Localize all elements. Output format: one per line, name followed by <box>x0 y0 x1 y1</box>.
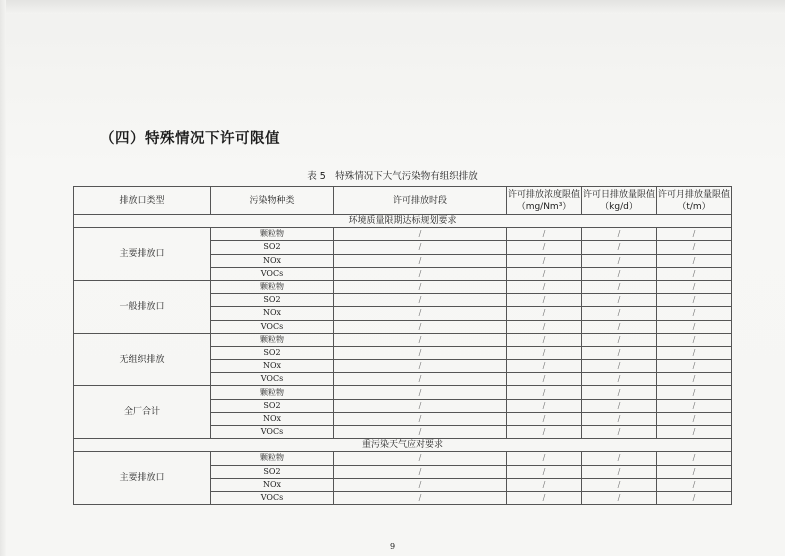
value-cell: / <box>334 228 507 241</box>
value-cell: / <box>507 465 582 478</box>
table-row <box>74 333 732 346</box>
value-cell: / <box>507 478 582 491</box>
value-cell: / <box>582 346 657 359</box>
outlet-type-cell: 无组织排放 <box>74 333 211 386</box>
pollutant-cell: VOCs <box>211 267 334 280</box>
value-cell: / <box>334 320 507 333</box>
pollutant-cell: SO2 <box>211 465 334 478</box>
value-cell: / <box>657 412 732 425</box>
value-cell: / <box>657 307 732 320</box>
table-row <box>74 386 732 399</box>
header-daily-limit: 许可日排放量限值（kg/d） <box>582 187 657 215</box>
scan-top-shadow <box>0 0 785 14</box>
value-cell: / <box>507 373 582 386</box>
pollutant-cell: VOCs <box>211 373 334 386</box>
value-cell: / <box>657 465 732 478</box>
pollutant-cell: NOx <box>211 412 334 425</box>
value-cell: / <box>582 412 657 425</box>
value-cell: / <box>334 360 507 373</box>
value-cell: / <box>657 241 732 254</box>
value-cell: / <box>582 307 657 320</box>
pollutant-cell: 颗粒物 <box>211 280 334 293</box>
pollutant-cell: VOCs <box>211 491 334 504</box>
value-cell: / <box>334 267 507 280</box>
value-cell: / <box>657 386 732 399</box>
header-pollutant: 污染物种类 <box>211 187 334 215</box>
page-number: 9 <box>389 542 396 551</box>
section-title-cell: 环境质量限期达标规划要求 <box>74 215 732 228</box>
value-cell: / <box>334 399 507 412</box>
pollutant-cell: SO2 <box>211 399 334 412</box>
value-cell: / <box>334 426 507 439</box>
value-cell: / <box>507 452 582 465</box>
value-cell: / <box>334 373 507 386</box>
value-cell: / <box>582 399 657 412</box>
pollutant-cell: 颗粒物 <box>211 386 334 399</box>
value-cell: / <box>582 333 657 346</box>
section-title-cell: 重污染天气应对要求 <box>74 439 732 452</box>
value-cell: / <box>507 320 582 333</box>
table-row <box>74 280 732 293</box>
pollutant-cell: SO2 <box>211 294 334 307</box>
value-cell: / <box>582 294 657 307</box>
outlet-type-cell: 主要排放口 <box>74 228 211 281</box>
value-cell: / <box>657 333 732 346</box>
pollutant-cell: VOCs <box>211 320 334 333</box>
value-cell: / <box>657 399 732 412</box>
value-cell: / <box>507 267 582 280</box>
value-cell: / <box>582 373 657 386</box>
header-monthly-limit: 许可月排放量限值（t/m） <box>657 187 732 215</box>
value-cell: / <box>657 478 732 491</box>
value-cell: / <box>657 373 732 386</box>
value-cell: / <box>507 399 582 412</box>
section-title: （四）特殊情况下许可限值 <box>100 131 280 147</box>
pollutant-cell: 颗粒物 <box>211 452 334 465</box>
value-cell: / <box>334 386 507 399</box>
value-cell: / <box>657 267 732 280</box>
value-cell: / <box>507 491 582 504</box>
value-cell: / <box>334 465 507 478</box>
value-cell: / <box>507 241 582 254</box>
table-body <box>74 215 732 505</box>
value-cell: / <box>582 254 657 267</box>
value-cell: / <box>582 426 657 439</box>
value-cell: / <box>582 280 657 293</box>
value-cell: / <box>507 307 582 320</box>
header-outlet-type: 排放口类型 <box>74 187 211 215</box>
value-cell: / <box>334 478 507 491</box>
value-cell: / <box>507 346 582 359</box>
value-cell: / <box>507 280 582 293</box>
value-cell: / <box>582 386 657 399</box>
value-cell: / <box>657 228 732 241</box>
value-cell: / <box>657 426 732 439</box>
value-cell: / <box>334 333 507 346</box>
pollutant-cell: NOx <box>211 254 334 267</box>
value-cell: / <box>657 280 732 293</box>
pollutant-cell: NOx <box>211 307 334 320</box>
scan-left-shadow <box>0 0 6 556</box>
pollutant-cell: NOx <box>211 360 334 373</box>
pollutant-cell: 颗粒物 <box>211 333 334 346</box>
value-cell: / <box>507 412 582 425</box>
value-cell: / <box>507 360 582 373</box>
table-caption-text: 表 5 特殊情况下大气污染物有组织排放 <box>307 171 478 182</box>
value-cell: / <box>582 228 657 241</box>
pollutant-cell: SO2 <box>211 346 334 359</box>
value-cell: / <box>334 346 507 359</box>
value-cell: / <box>507 228 582 241</box>
outlet-type-cell: 一般排放口 <box>74 280 211 333</box>
value-cell: / <box>657 346 732 359</box>
value-cell: / <box>582 478 657 491</box>
section-row <box>74 439 732 452</box>
pollutant-cell: NOx <box>211 478 334 491</box>
outlet-type-cell: 主要排放口 <box>74 452 211 505</box>
value-cell: / <box>582 360 657 373</box>
section-row <box>74 215 732 228</box>
outlet-type-cell: 全厂合计 <box>74 386 211 439</box>
value-cell: / <box>657 254 732 267</box>
value-cell: / <box>507 426 582 439</box>
value-cell: / <box>507 386 582 399</box>
header-conc-limit: 许可排放浓度限值（mg/Nm³） <box>507 187 582 215</box>
value-cell: / <box>334 307 507 320</box>
value-cell: / <box>582 241 657 254</box>
value-cell: / <box>582 267 657 280</box>
value-cell: / <box>334 280 507 293</box>
value-cell: / <box>507 294 582 307</box>
value-cell: / <box>657 294 732 307</box>
pollutant-cell: SO2 <box>211 241 334 254</box>
value-cell: / <box>582 491 657 504</box>
value-cell: / <box>334 241 507 254</box>
value-cell: / <box>507 254 582 267</box>
value-cell: / <box>657 452 732 465</box>
value-cell: / <box>334 254 507 267</box>
table-row <box>74 228 732 241</box>
value-cell: / <box>582 452 657 465</box>
value-cell: / <box>582 465 657 478</box>
table-caption <box>0 168 785 182</box>
value-cell: / <box>334 412 507 425</box>
value-cell: / <box>334 294 507 307</box>
emission-limit-table <box>73 186 732 505</box>
value-cell: / <box>657 491 732 504</box>
pollutant-cell: 颗粒物 <box>211 228 334 241</box>
value-cell: / <box>507 333 582 346</box>
value-cell: / <box>657 360 732 373</box>
value-cell: / <box>657 320 732 333</box>
value-cell: / <box>334 491 507 504</box>
header-period: 许可排放时段 <box>334 187 507 215</box>
value-cell: / <box>582 320 657 333</box>
pollutant-cell: VOCs <box>211 426 334 439</box>
value-cell: / <box>334 452 507 465</box>
table-header-row <box>74 187 732 215</box>
table-row <box>74 452 732 465</box>
